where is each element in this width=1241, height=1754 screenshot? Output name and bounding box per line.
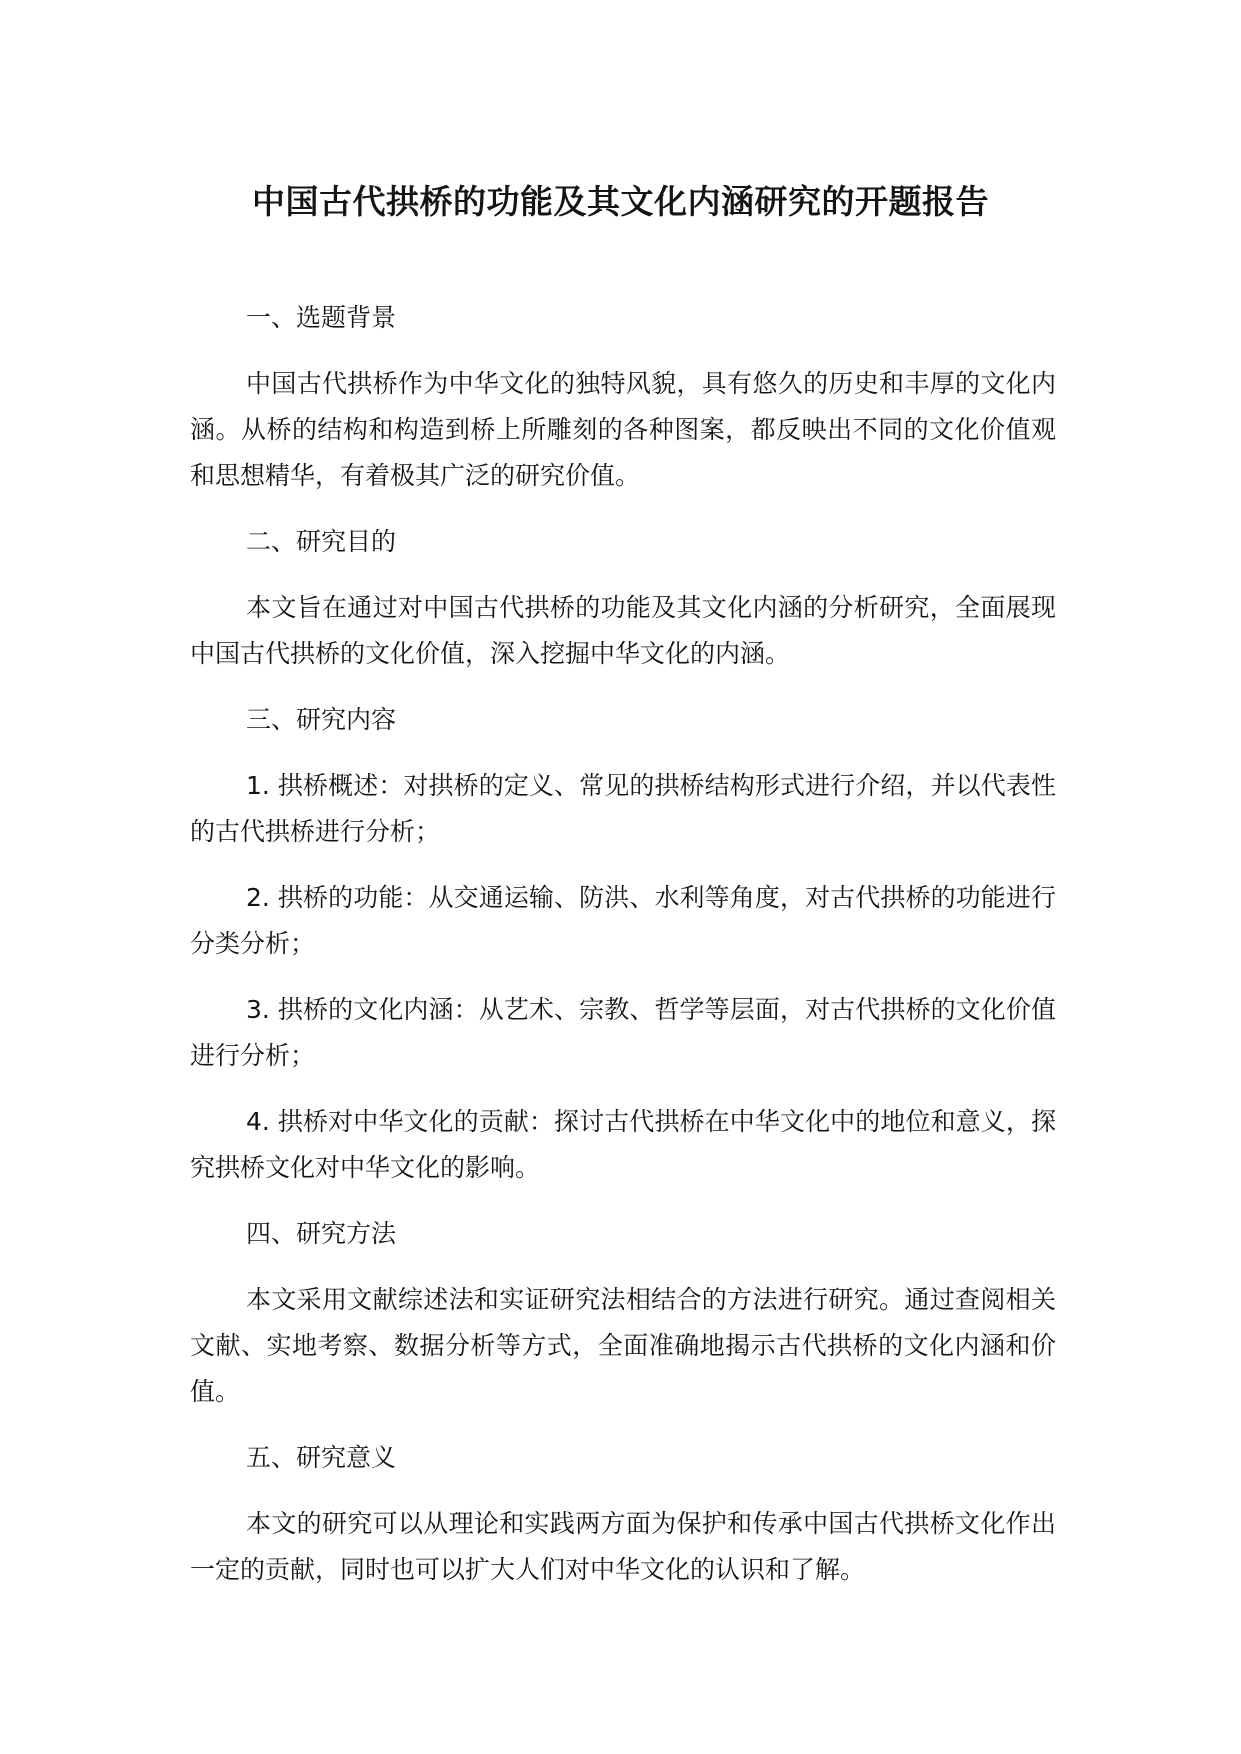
section-heading-content: 三、研究内容 [246, 705, 397, 734]
section-paragraph-background: 中国古代拱桥作为中华文化的独特风貌，具有悠久的历史和丰厚的文化内涵。从桥的结构和构造到桥上所雕刻的各种图案，都反映出不同的文化价值观和思想精华，有着极其广泛的研究价值。 [190, 369, 1056, 490]
section-heading-background: 一、选题背景 [246, 303, 397, 332]
content-item-overview: 1. 拱桥概述：对拱桥的定义、常见的拱桥结构形式进行介绍，并以代表性的古代拱桥进行分析； [190, 771, 1056, 846]
section-heading-methods: 四、研究方法 [246, 1219, 397, 1248]
document-title: 中国古代拱桥的功能及其文化内涵研究的开题报告 [252, 182, 989, 221]
content-item-culture: 3. 拱桥的文化内涵：从艺术、宗教、哲学等层面，对古代拱桥的文化价值进行分析； [190, 995, 1056, 1070]
content-item-function: 2. 拱桥的功能：从交通运输、防洪、水利等角度，对古代拱桥的功能进行分类分析； [190, 883, 1056, 958]
document-body [190, 295, 1056, 1613]
section-heading-purpose: 二、研究目的 [246, 527, 397, 556]
section-paragraph-significance: 本文的研究可以从理论和实践两方面为保护和传承中国古代拱桥文化作出一定的贡献，同时也可以扩大人们对中华文化的认识和了解。 [190, 1509, 1056, 1584]
section-heading-significance: 五、研究意义 [246, 1443, 397, 1472]
content-item-contribution: 4. 拱桥对中华文化的贡献：探讨古代拱桥在中华文化中的地位和意义，探究拱桥文化对中华文化的影响。 [190, 1107, 1056, 1182]
section-paragraph-methods: 本文采用文献综述法和实证研究法相结合的方法进行研究。通过查阅相关文献、实地考察、数据分析等方式，全面准确地揭示古代拱桥的文化内涵和价值。 [190, 1285, 1056, 1406]
section-paragraph-purpose: 本文旨在通过对中国古代拱桥的功能及其文化内涵的分析研究，全面展现中国古代拱桥的文化价值，深入挖掘中华文化的内涵。 [190, 593, 1056, 668]
